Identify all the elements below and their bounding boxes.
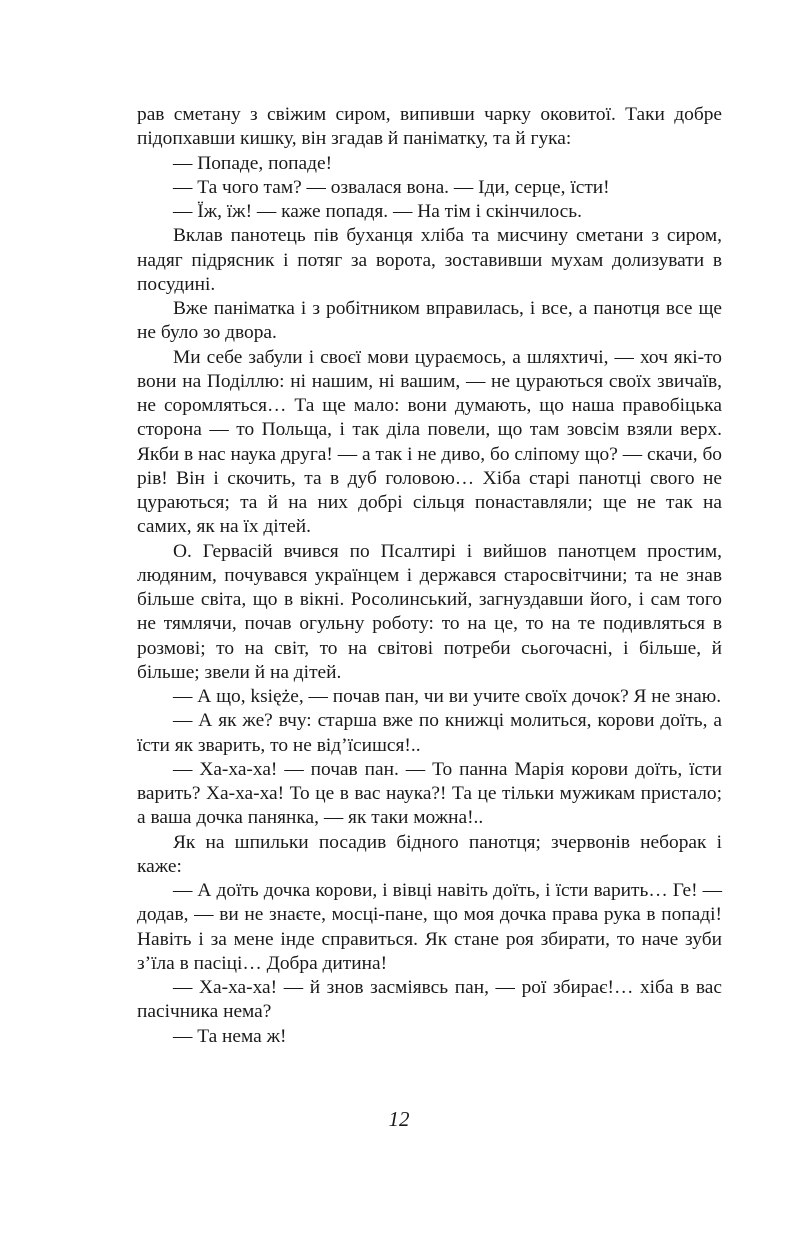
- paragraph-8: О. Гервасій вчився по Псалтирі і вийшов панотцем простим, людяним, почувався українцем і держався старосвітчини; та не знав більше світа, що в вікні. Росолинський, загнуздавши його, і сам того не тямлячи, почав огульну роботу: то на це, то на те подивляться в розмові; то на світ, то на світові потреби сьогочасні, і більше, й більше; звели й на дітей.: [137, 540, 722, 683]
- paragraph-3: — Та чого там? — озвалася вона. — Іди, серце, їсти!: [173, 176, 610, 198]
- paragraph-1: рав сметану з свіжим сиром, випивши чарку оковитої. Таки добре підопхавши кишку, він згадав й паніматку, та й гука:: [137, 104, 722, 150]
- page-body: [137, 103, 722, 1049]
- paragraph-12: Як на шпильки посадив бідного панотця; зчервонів неборак і каже:: [137, 831, 722, 877]
- paragraph-6: Вже паніматка і з робітником вправилась, і все, а панотця все ще не було зо двора.: [137, 298, 722, 344]
- paragraph-4: — Їж, їж! — каже попадя. — На тім і скінчилось.: [173, 201, 582, 222]
- paragraph-14: — Ха-ха-ха! — й знов засміявсь пан, — рої збирає!… хіба в вас пасічника нема?: [137, 977, 722, 1023]
- paragraph-7: Ми себе забули і своєї мови цураємось, а шляхтичі, — хоч які-то вони на Поділлю: ні нашим, ні вашим, — не цураються своїх звичаїв, не соромляться… Та ще мало: вони думають, що наша правобіцька сторона — то Польща, і так діла повели, що там зовсім взяли верх. Якби в нас наука друга! — а так і не диво, бо сліпому що? — скачи, бо рів! Він і скочить, та в дуб головою… Хіба старі панотці свого не цураються; та й на них добрі сільця понаставляли; ще не так на самих, як на їх дітей.: [137, 346, 722, 538]
- paragraph-11: — Ха-ха-ха! — почав пан. — То панна Марія корови доїть, їсти варить? Ха-ха-ха! То це в вас наука?! Та це тільки мужикам пристало; а ваша дочка панянка, — як таки можна!..: [137, 758, 722, 829]
- paragraph-13: — А доїть дочка корови, і вівці навіть доїть, і їсти варить… Ге! — додав, — ви не знаєте, мосці-пане, що моя дочка права рука в попаді! Навіть і за мене інде справиться. Як стане роя збирати, то наче зуби з’їла в пасіці… Добра дитина!: [137, 880, 722, 974]
- paragraph-5: Вклав панотець пів буханця хліба та мисчину сметани з сиром, надяг підрясник і потяг за ворота, зоставивши мухам долизувати в посудині.: [137, 225, 722, 295]
- paragraph-15: — Та нема ж!: [173, 1025, 287, 1047]
- paragraph-10: — А як же? вчу: старша вже по книжці молиться, корови доїть, а їсти як зварить, то не від’їсишся!..: [137, 710, 722, 756]
- paragraph-9: — А що, księże, — почав пан, чи ви учите своїх дочок? Я не знаю.: [173, 686, 722, 707]
- page-number: 12: [388, 1107, 410, 1131]
- paragraph-2: — Попаде, попаде!: [173, 152, 333, 174]
